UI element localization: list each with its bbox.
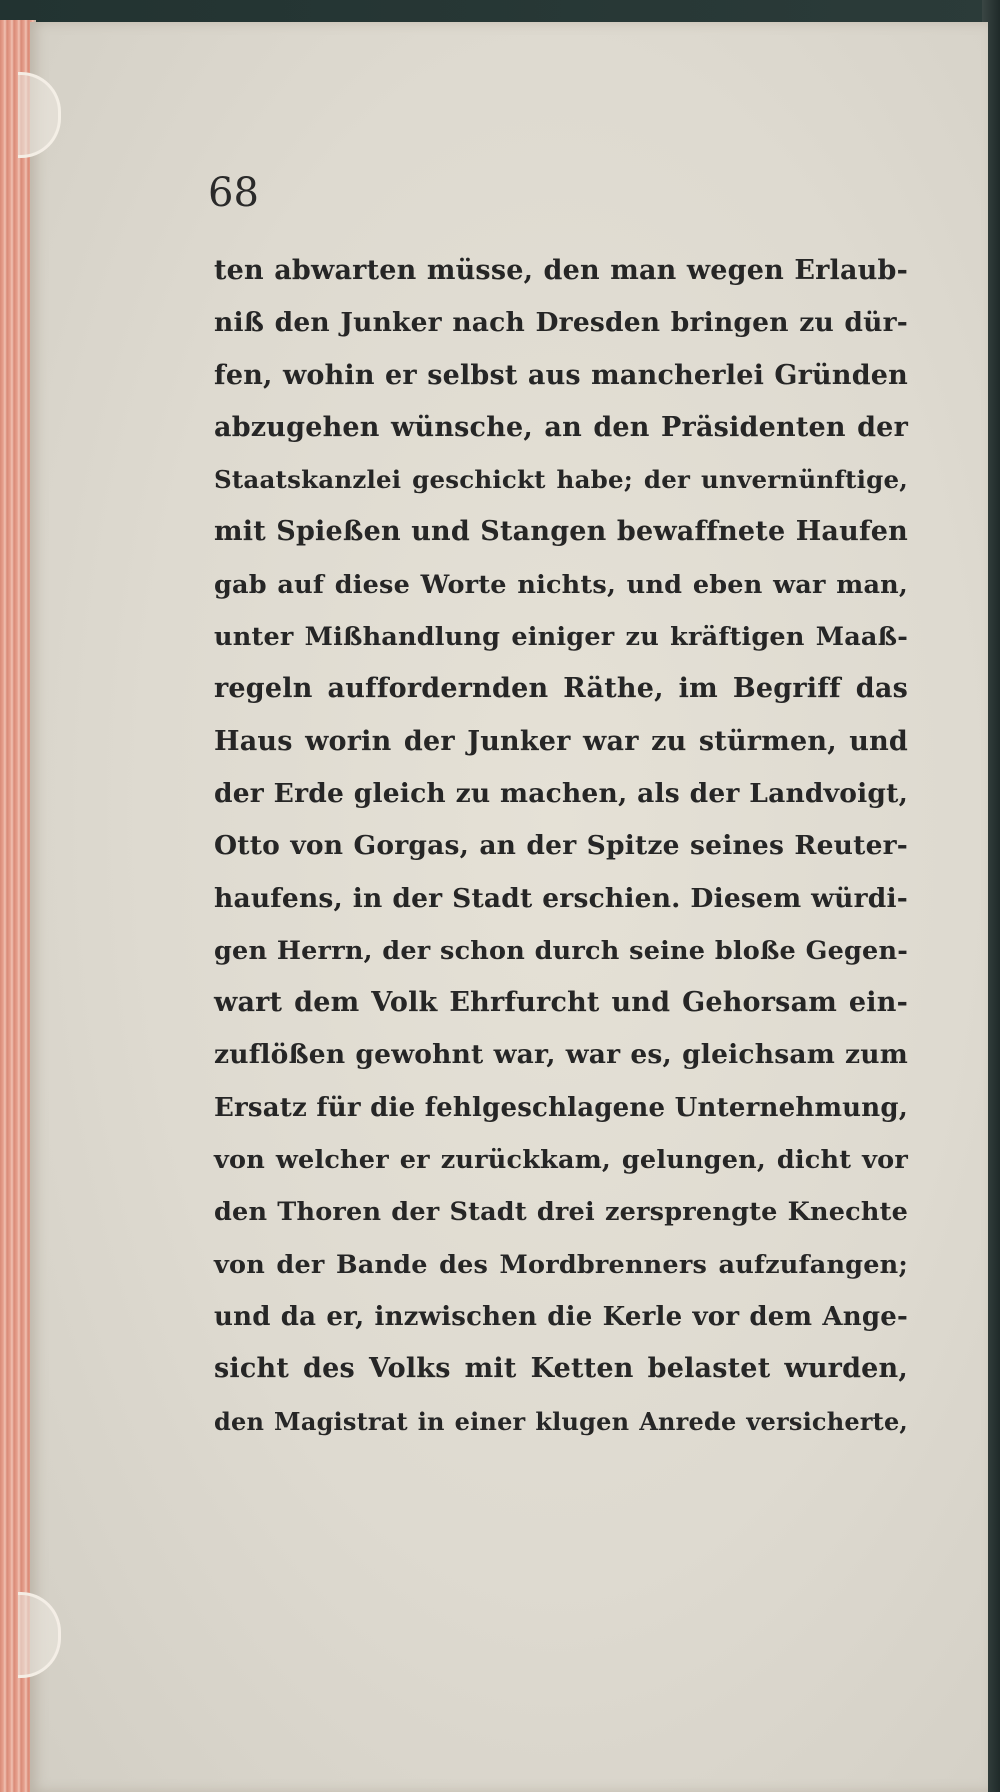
text-line: Staatskanzlei geschickt habe; der unvernünftige, — [214, 465, 908, 495]
text-line: Haus worin der Junker war zu stürmen, und — [214, 725, 908, 757]
text-line: wart dem Volk Ehrfurcht und Gehorsam ein- — [214, 987, 908, 1019]
text-line: regeln auffordernden Räthe, im Begriff das — [214, 673, 908, 705]
text-line: mit Spießen und Stangen bewaffnete Haufen — [214, 516, 908, 548]
text-line: Otto von Gorgas, an der Spitze seines Reuter- — [214, 830, 908, 862]
text-line: den Magistrat in einer klugen Anrede versicherte, — [214, 1406, 908, 1436]
text-line: ten abwarten müsse, den man wegen Erlaub- — [214, 255, 908, 286]
text-line: gab auf diese Worte nichts, und eben war man, — [214, 569, 908, 600]
text-line: sicht des Volks mit Ketten belastet wurden, — [214, 1353, 908, 1385]
text-line: abzugehen wünsche, an den Präsidenten der — [214, 411, 908, 443]
text-line: fen, wohin er selbst aus mancherlei Gründen — [214, 359, 908, 391]
text-line: gen Herrn, der schon durch seine bloße Gegen- — [214, 935, 908, 966]
text-line: zuflößen gewohnt war, war es, gleichsam zum — [214, 1039, 908, 1071]
text-line: und da er, inzwischen die Kerle vor dem Ange- — [214, 1301, 908, 1332]
text-line: der Erde gleich zu machen, als der Landvoigt, — [214, 777, 908, 809]
page-number: 68 — [208, 170, 259, 216]
text-line: von der Bande des Mordbrenners aufzufangen; — [214, 1249, 908, 1280]
text-line: unter Mißhandlung einiger zu kräftigen Maaß- — [214, 622, 908, 653]
text-line: niß den Junker nach Dresden bringen zu dür- — [214, 307, 908, 339]
text-line: haufens, in der Stadt erschien. Diesem würdi- — [214, 882, 908, 914]
text-line: Ersatz für die fehlgeschlagene Unternehmung, — [214, 1092, 908, 1123]
body-text — [214, 245, 908, 1448]
text-line: den Thoren der Stadt drei zersprengte Knechte — [214, 1197, 908, 1228]
text-line: von welcher er zurückkam, gelungen, dicht vor — [214, 1145, 908, 1176]
